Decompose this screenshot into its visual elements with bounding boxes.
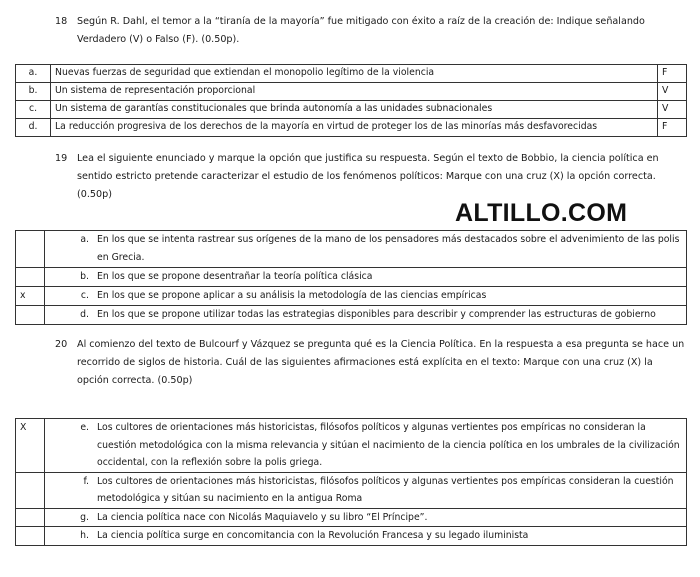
question-text-line: (0.50p) — [77, 189, 112, 200]
table-row — [16, 508, 687, 527]
question-18-table — [15, 64, 687, 137]
question-19-table — [15, 230, 687, 325]
answer-cell[interactable]: V — [658, 83, 687, 101]
option-text — [97, 231, 687, 268]
table-row — [16, 65, 687, 83]
table-row — [16, 83, 687, 101]
option-text: En los que se propone utilizar todas las estrategias disponibles para describir y comprender las estructuras de gobierno — [97, 306, 687, 325]
question-text-line: Según R. Dahl, el temor a la “tiranía de la mayoría” fue mitigado con éxito a raíz de la creación de: Indique señalando — [77, 16, 645, 27]
option-text-line: En los que se intenta rastrear sus orígenes de la mano de los pensadores más destacados sobre el advenimiento de las polis — [97, 234, 680, 245]
mark-cell[interactable] — [16, 306, 45, 325]
option-letter: d. — [16, 119, 51, 137]
question-text-line: Verdadero (V) o Falso (F). (0.50p). — [77, 34, 240, 45]
question-number: 20 — [55, 339, 68, 350]
option-letter: c. — [16, 101, 51, 119]
option-text: Nuevas fuerzas de seguridad que extiendan el monopolio legítimo de la violencia — [51, 65, 658, 83]
question-20-table — [15, 418, 687, 546]
watermark-logo: ALTILLO.COM — [455, 199, 628, 227]
question-text-line: recorrido de siglos de historia. Cuál de las siguientes afirmaciones está explícita en el texto: Marque con una cruz (X) la — [77, 357, 653, 368]
answer-cell[interactable]: F — [658, 119, 687, 137]
option-letter: h. — [45, 527, 98, 546]
question-text-line: opción correcta. (0.50p) — [77, 375, 193, 386]
option-letter: g. — [45, 508, 98, 527]
question-19-title — [55, 150, 687, 204]
option-letter: a. — [16, 65, 51, 83]
option-letter: e. — [45, 419, 98, 473]
table-row — [16, 101, 687, 119]
question-text-line: sentido estricto pretende caracterizar el estudio de los fenómenos políticos: Marque con una cruz (X) la opción correcta. — [77, 171, 656, 182]
question-text-line: Al comienzo del texto de Bulcourf y Vázquez se pregunta qué es la Ciencia Política. En la respuesta a esa pregunta se hace un — [77, 339, 685, 350]
option-letter: a. — [45, 231, 98, 268]
option-text: En los que se propone desentrañar la teoría política clásica — [97, 268, 687, 287]
question-18-title — [55, 13, 687, 49]
option-letter: c. — [45, 287, 98, 306]
option-letter: b. — [16, 83, 51, 101]
table-row — [16, 419, 687, 473]
table-row — [16, 119, 687, 137]
question-20-title — [55, 336, 687, 390]
option-text: En los que se propone aplicar a su análisis la metodología de las ciencias empíricas — [97, 287, 687, 306]
answer-cell[interactable]: V — [658, 101, 687, 119]
mark-cell[interactable]: X — [16, 419, 45, 473]
mark-cell[interactable] — [16, 231, 45, 268]
answer-cell[interactable]: F — [658, 65, 687, 83]
option-letter: b. — [45, 268, 98, 287]
option-text: La reducción progresiva de los derechos de la mayoría en virtud de proteger los de las minorías más desfavorecidas — [51, 119, 658, 137]
table-row — [16, 472, 687, 508]
mark-cell[interactable] — [16, 527, 45, 546]
table-row — [16, 287, 687, 306]
question-number: 19 — [55, 153, 68, 164]
option-text: La ciencia política surge en concomitancia con la Revolución Francesa y su legado iluminista — [97, 527, 687, 546]
table-row — [16, 306, 687, 325]
option-text-line: Los cultores de orientaciones más historicistas, filósofos políticos y algunas vertientes pos empíricas consideran la cuestión — [97, 475, 674, 487]
option-text: Un sistema de representación proporcional — [51, 83, 658, 101]
question-number: 18 — [55, 16, 68, 27]
option-text-line: metodológica y sitúan su nacimiento en la antigua Roma — [97, 493, 363, 504]
option-text — [97, 472, 687, 508]
option-text-line: Los cultores de orientaciones más historicistas, filósofos políticos y algunas vertientes pos empíricas no consideran la — [97, 422, 646, 433]
mark-cell[interactable] — [16, 268, 45, 287]
option-text-line: occidental, con la reflexión sobre la polis griega. — [97, 457, 323, 468]
option-letter: d. — [45, 306, 98, 325]
option-text — [97, 419, 687, 473]
option-letter: f. — [45, 472, 98, 508]
mark-cell[interactable] — [16, 472, 45, 508]
table-row — [16, 268, 687, 287]
option-text: Un sistema de garantías constitucionales que brinda autonomía a las unidades subnacionales — [51, 101, 658, 119]
table-row — [16, 527, 687, 546]
question-text-line: Lea el siguiente enunciado y marque la opción que justifica su respuesta. Según el texto de Bobbio, la ciencia política en — [77, 153, 659, 164]
option-text-line: en Grecia. — [97, 252, 145, 263]
option-text-line: cuestión metodológica con la misma relevancia y sitúan el nacimiento de la ciencia política en los umbrales de la civilización — [97, 439, 680, 451]
mark-cell[interactable]: x — [16, 287, 45, 306]
table-row — [16, 231, 687, 268]
mark-cell[interactable] — [16, 508, 45, 527]
option-text: La ciencia política nace con Nicolás Maquiavelo y su libro “El Príncipe”. — [97, 508, 687, 527]
